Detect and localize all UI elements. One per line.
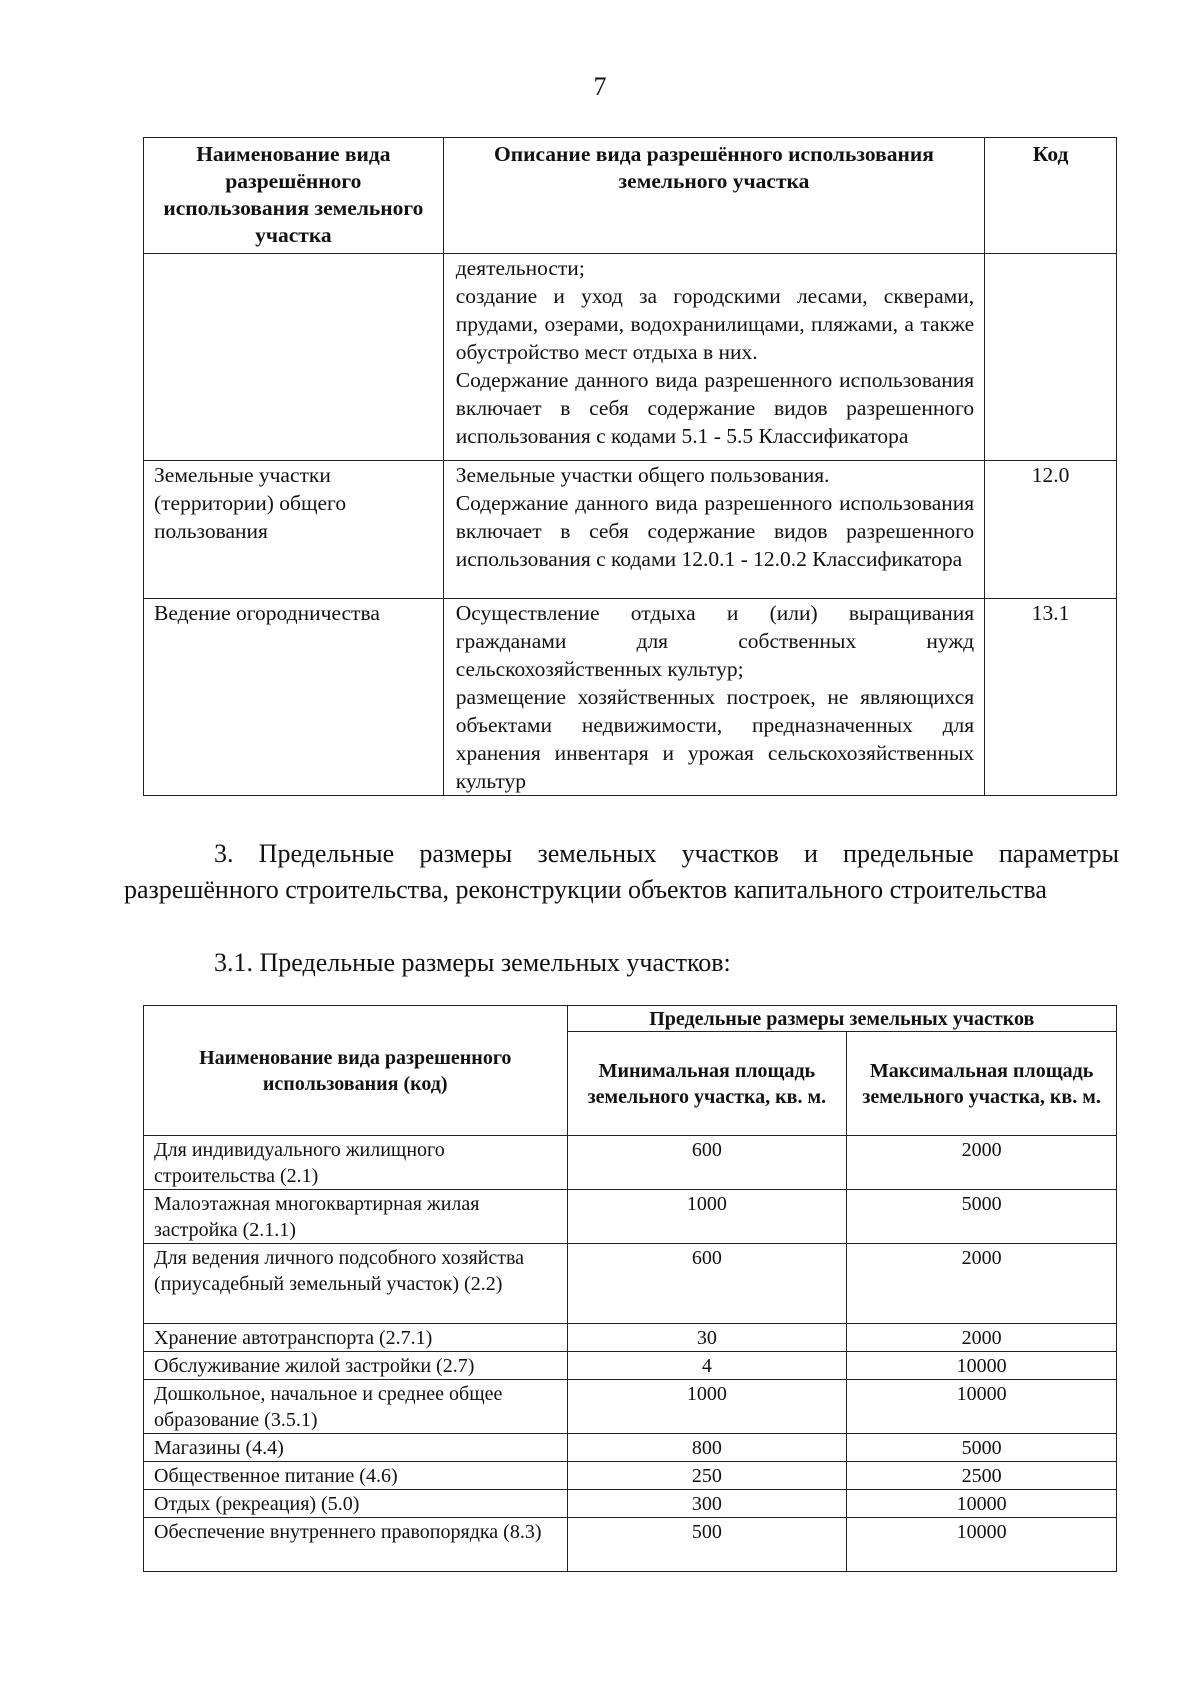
- header-use-name: Наименование вида разрешенного использования (код): [144, 1006, 568, 1136]
- description-line: Осуществление отдыха и (или) выращивания гражданами для собственных нужд сельскохозяйственных культур;: [455, 601, 975, 681]
- table-header-row: [144, 138, 1117, 254]
- row-min-area: 4: [567, 1352, 847, 1380]
- row-use-name: Дошкольное, начальное и среднее общее образование (3.5.1): [144, 1380, 568, 1434]
- table-row: [144, 1462, 1117, 1490]
- table-row: [144, 1434, 1117, 1462]
- description-line: деятельности;: [455, 256, 585, 280]
- row-max-area: 2000: [847, 1244, 1117, 1324]
- row-min-area: 500: [567, 1518, 847, 1572]
- row-use-name: Хранение автотранспорта (2.7.1): [144, 1324, 568, 1352]
- row-min-area: 600: [567, 1136, 847, 1190]
- row-min-area: 800: [567, 1434, 847, 1462]
- row-use-name: Магазины (4.4): [144, 1434, 568, 1462]
- section-3-heading: 3. Предельные размеры земельных участков и предельные параметры разрешённого строительства, реконструкции объектов капитального строительства: [124, 839, 1119, 904]
- row-code: [985, 254, 1117, 461]
- table-row: [144, 1136, 1117, 1190]
- row-min-area: 1000: [567, 1190, 847, 1244]
- row-min-area: 600: [567, 1244, 847, 1324]
- row-max-area: 2000: [847, 1324, 1117, 1352]
- row-use-name: Ведение огородничества: [144, 599, 444, 796]
- header-size-group: Предельные размеры земельных участков: [567, 1006, 1117, 1032]
- description-line: размещение хозяйственных построек, не являющихся объектами недвижимости, предназначенных для хранения инвентаря и урожая сельскохозяйственных культур: [455, 685, 975, 793]
- table-row: [144, 599, 1117, 796]
- table-row: [144, 1490, 1117, 1518]
- row-use-description: [443, 599, 984, 796]
- table-row: [144, 254, 1117, 461]
- row-max-area: 10000: [847, 1490, 1117, 1518]
- row-use-name: Малоэтажная многоквартирная жилая застройка (2.1.1): [144, 1190, 568, 1244]
- description-line: Содержание данного вида разрешенного использования включает в себя содержание видов разрешенного использования с кодами 5.1 - 5.5 Классификатора: [455, 368, 975, 448]
- row-min-area: 250: [567, 1462, 847, 1490]
- row-max-area: 10000: [847, 1380, 1117, 1434]
- permitted-use-table: [143, 137, 1117, 796]
- header-use-name: Наименование вида разрешённого использования земельного участка: [144, 138, 444, 254]
- row-use-name: Для индивидуального жилищного строительства (2.1): [144, 1136, 568, 1190]
- row-max-area: 2000: [847, 1136, 1117, 1190]
- row-max-area: 5000: [847, 1434, 1117, 1462]
- header-code: Код: [985, 138, 1117, 254]
- table-row: [144, 1352, 1117, 1380]
- table-row: [144, 1324, 1117, 1352]
- row-use-description: [443, 461, 984, 599]
- table-row: [144, 1190, 1117, 1244]
- table-row: [144, 1380, 1117, 1434]
- description-line: Содержание данного вида разрешенного использования включает в себя содержание видов разрешенного использования с кодами 12.0.1 - 12.0.2 Классификатора: [455, 491, 975, 571]
- row-min-area: 300: [567, 1490, 847, 1518]
- table-row: [144, 1244, 1117, 1324]
- row-max-area: 5000: [847, 1190, 1117, 1244]
- row-use-name: Общественное питание (4.6): [144, 1462, 568, 1490]
- table-row: [144, 461, 1117, 599]
- section-heading: [124, 836, 1119, 908]
- header-min-area: Минимальная площадь земельного участка, кв. м.: [567, 1032, 847, 1136]
- table-header-row: [144, 1006, 1117, 1032]
- header-use-description: Описание вида разрешённого использования земельного участка: [443, 138, 984, 254]
- row-use-name: Для ведения личного подсобного хозяйства (приусадебный земельный участок) (2.2): [144, 1244, 568, 1324]
- description-line: Земельные участки общего пользования.: [455, 463, 830, 487]
- page-number: 7: [593, 72, 607, 101]
- row-use-name: Обслуживание жилой застройки (2.7): [144, 1352, 568, 1380]
- section-subheading: 3.1. Предельные размеры земельных участков:: [214, 948, 731, 977]
- table-row: [144, 1518, 1117, 1572]
- row-code: 13.1: [985, 599, 1117, 796]
- row-use-name: [144, 254, 444, 461]
- row-use-description: [443, 254, 984, 461]
- row-code: 12.0: [985, 461, 1117, 599]
- row-min-area: 30: [567, 1324, 847, 1352]
- row-max-area: 10000: [847, 1352, 1117, 1380]
- row-use-name: Отдых (рекреация) (5.0): [144, 1490, 568, 1518]
- header-max-area: Максимальная площадь земельного участка, кв. м.: [847, 1032, 1117, 1136]
- row-max-area: 10000: [847, 1518, 1117, 1572]
- description-line: создание и уход за городскими лесами, скверами, прудами, озерами, водохранилищами, пляжами, а также обустройство мест отдыха в них.: [455, 284, 975, 364]
- row-max-area: 2500: [847, 1462, 1117, 1490]
- row-use-name: Обеспечение внутреннего правопорядка (8.3): [144, 1518, 568, 1572]
- row-min-area: 1000: [567, 1380, 847, 1434]
- land-plot-size-table: [143, 1005, 1117, 1572]
- row-use-name: Земельные участки (территории) общего пользования: [144, 461, 444, 599]
